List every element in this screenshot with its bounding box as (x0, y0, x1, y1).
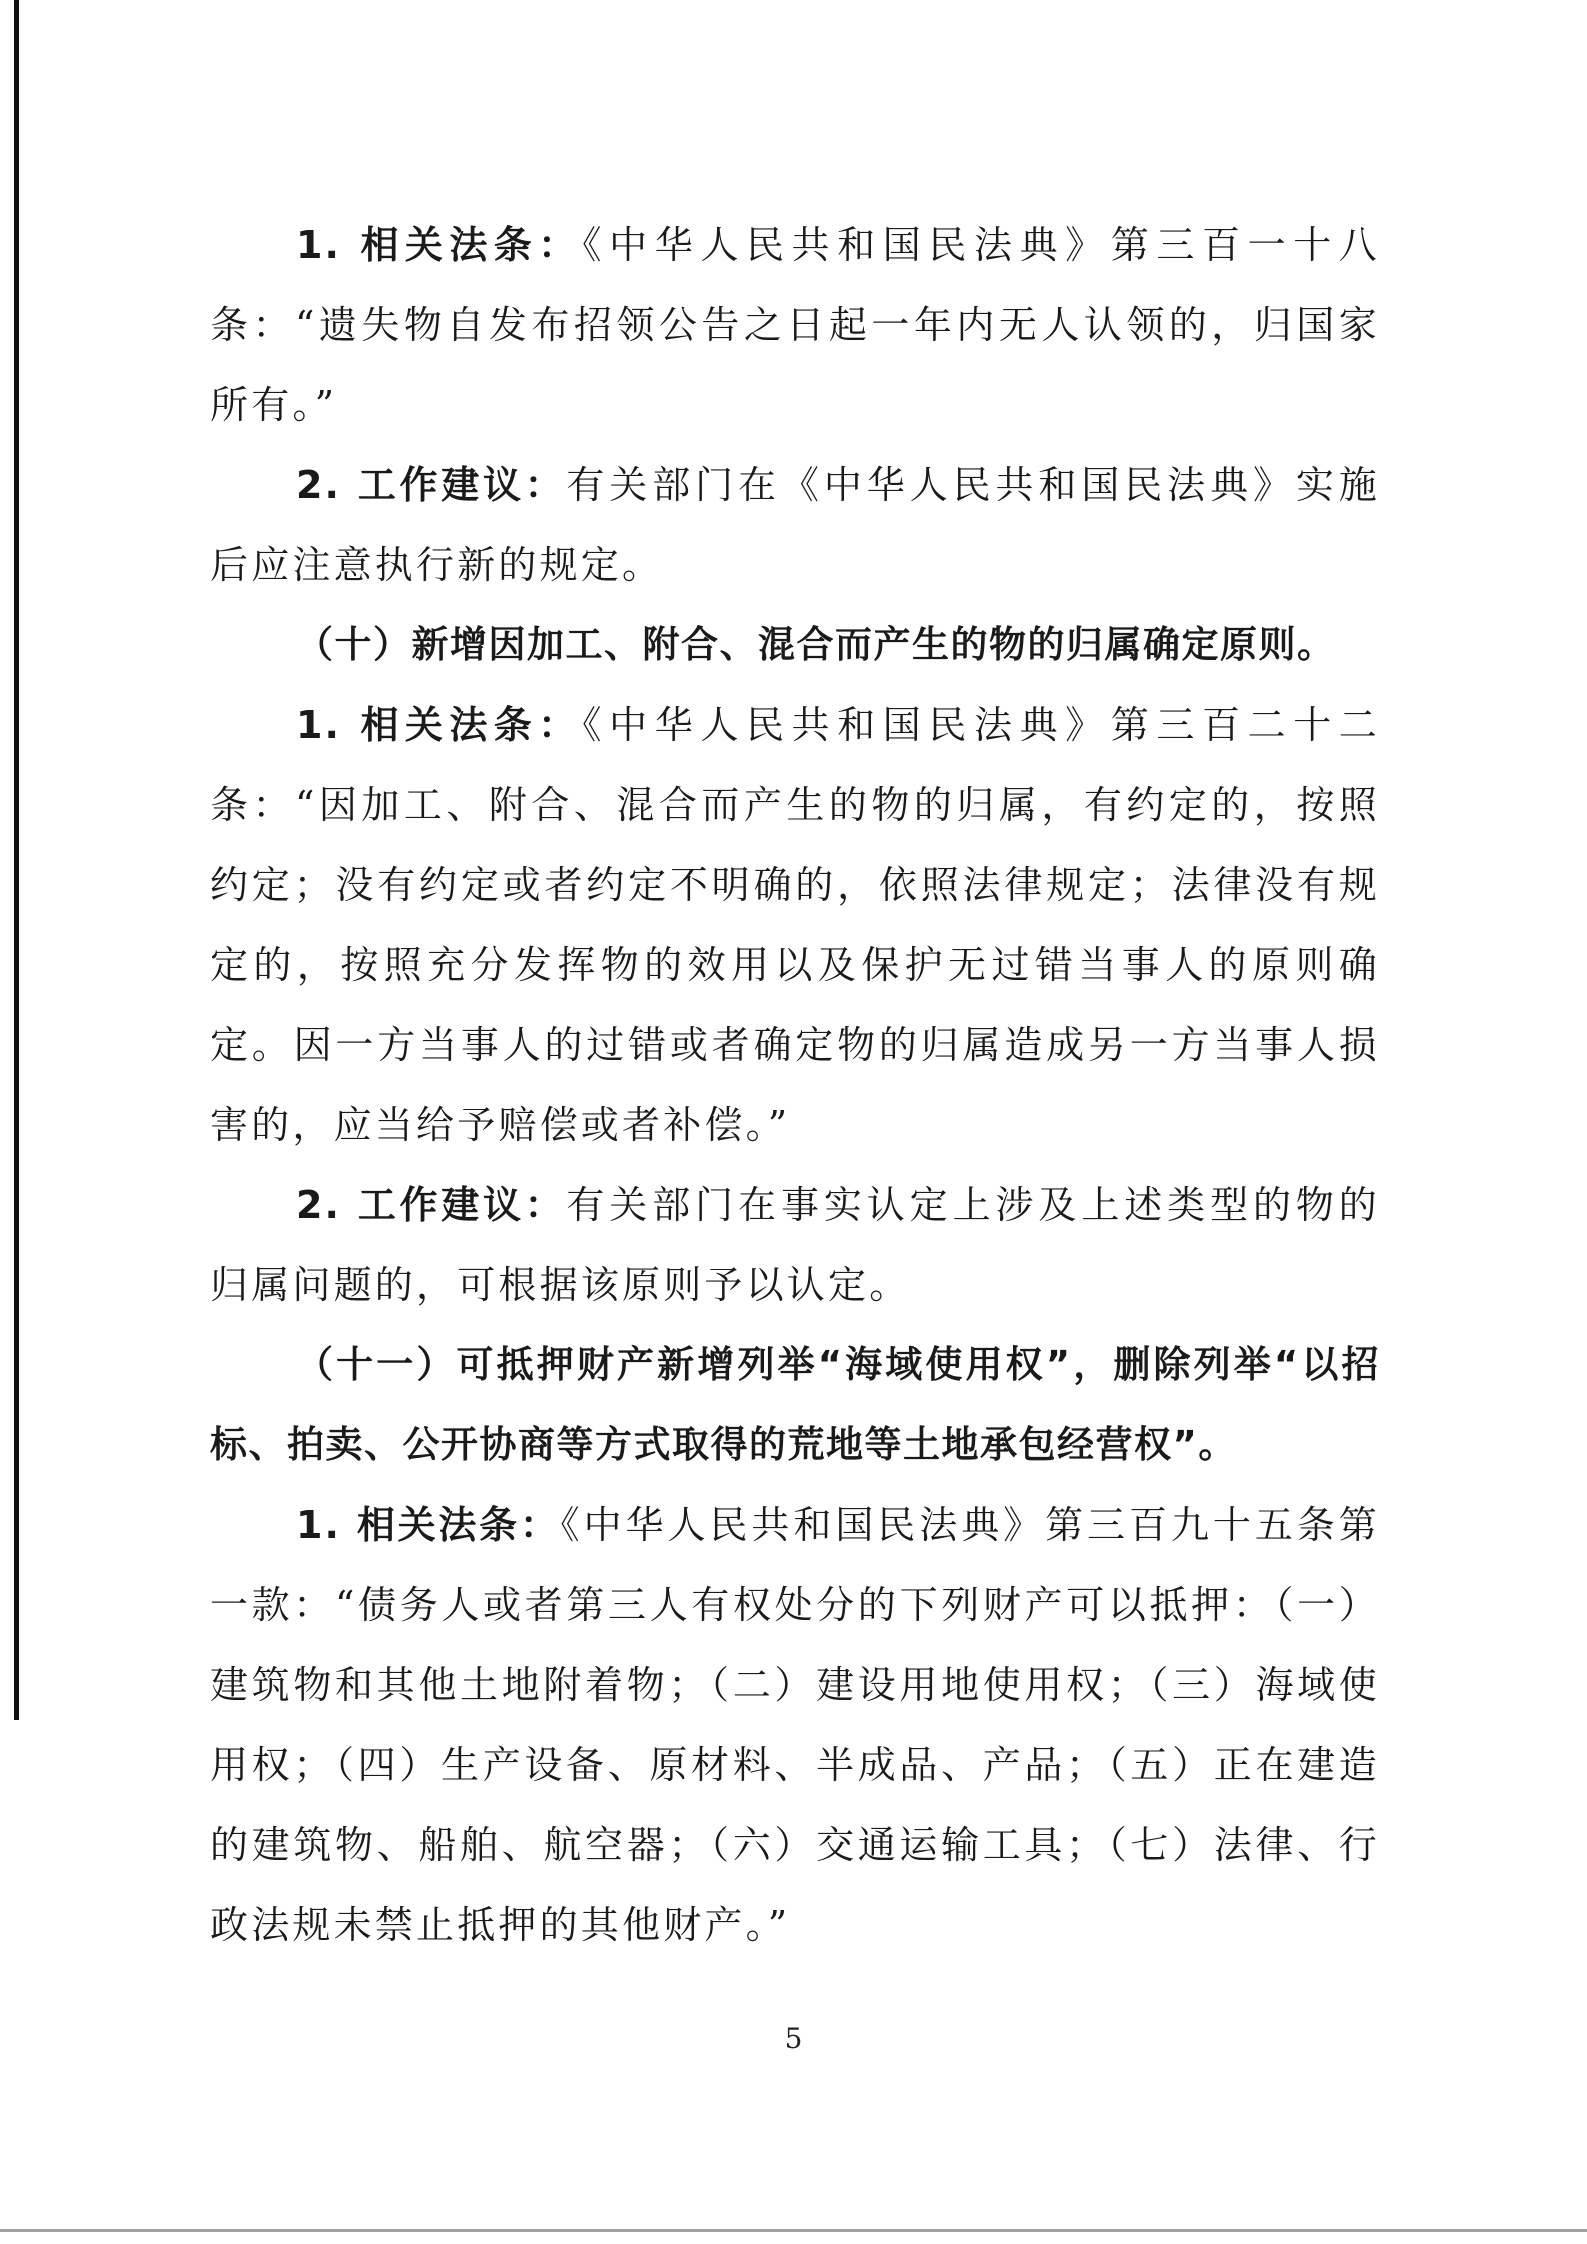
scan-edge-bottom (0, 2229, 1587, 2232)
paragraph-text: 《中华人民共和国民法典》第三百二十二条：“因加工、附合、混合而产生的物的归属，有约定的，按照约定；没有约定或者约定不明确的，依照法律规定；法律没有规定的，按照充分发挥物的效用以及保护无过错当事人的原则确定。因一方当事人的过错或者确定物的归属造成另一方当事人损害的，应当给予赔偿或者补偿。” (210, 703, 1380, 1147)
paragraph-lead: 2. 工作建议： (296, 463, 567, 507)
paragraph-text: 有关部门在《中华人民共和国民法典》实施后应注意执行新的规定。 (210, 463, 1381, 587)
paragraph-text: 《中华人民共和国民法典》第三百一十八条：“遗失物自发布招领公告之日起一年内无人认领的，归国家所有。” (210, 223, 1380, 427)
paragraph-legal-article (210, 1485, 1380, 1965)
paragraph-lead: 1. 相关法条： (296, 223, 583, 267)
document-body (210, 205, 1380, 1965)
paragraph-legal-article (210, 685, 1380, 1165)
paragraph-legal-article (210, 205, 1380, 445)
page-number: 5 (784, 2022, 803, 2055)
paragraph-lead: 2. 工作建议： (296, 1183, 567, 1227)
paragraph-lead: 1. 相关法条： (296, 703, 583, 747)
paragraph-work-suggestion (210, 445, 1380, 605)
paragraph-text: 有关部门在事实认定上涉及上述类型的物的归属问题的，可根据该原则予以认定。 (210, 1183, 1381, 1307)
scan-edge-left (14, 0, 19, 1720)
section-heading: （十一）可抵押财产新增列举“海域使用权”，删除列举“以招标、拍卖、公开协商等方式取得的荒地等土地承包经营权”。 (210, 1343, 1380, 1466)
section-heading: （十）新增因加工、附合、混合而产生的物的归属确定原则。 (296, 623, 1336, 666)
paragraph-text: 《中华人民共和国民法典》第三百九十五条第一款：“债务人或者第三人有权处分的下列财产可以抵押：（一）建筑物和其他土地附着物；（二）建设用地使用权；（三）海域使用权；（四）生产设备、原材料、半成品、产品；（五）正在建造的建筑物、船舶、航空器；（六）交通运输工具；（七）法律、行政法规未禁止抵押的其他财产。” (210, 1503, 1380, 1947)
paragraph-work-suggestion (210, 1165, 1380, 1325)
paragraph-lead: 1. 相关法条： (296, 1503, 561, 1547)
